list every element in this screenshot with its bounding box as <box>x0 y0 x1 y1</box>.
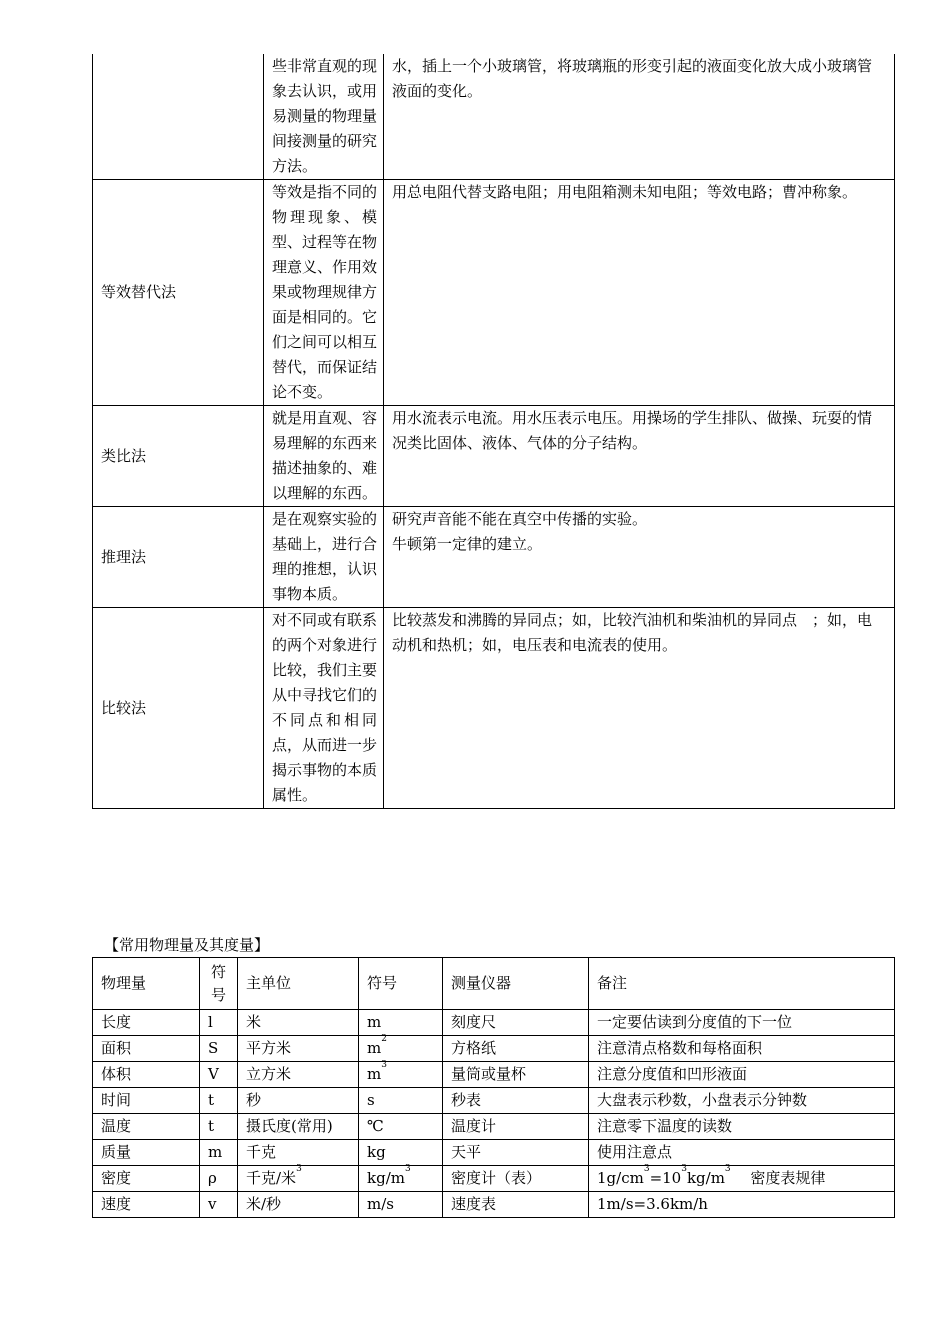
table-row <box>93 1192 895 1218</box>
method-name: 类比法 <box>93 406 264 507</box>
method-row <box>93 54 895 180</box>
quantity-name: 面积 <box>93 1036 200 1062</box>
quantity-name: 温度 <box>93 1114 200 1140</box>
table-row <box>93 1062 895 1088</box>
unit-name: 摄氏度(常用) <box>238 1114 359 1140</box>
method-definition: 等效是指不同的物理现象、模型、过程等在物理意义、作用效果或物理规律方面是相同的。它们之间可以相互替代，而保证结论不变。 <box>264 180 384 406</box>
quantity-symbol: m <box>200 1140 238 1166</box>
instrument: 刻度尺 <box>443 1010 589 1036</box>
example-line: 水，插上一个小玻璃管，将玻璃瓶的形变引起的液面变化放大成小玻璃管液面的变化。 <box>392 57 873 100</box>
instrument: 秒表 <box>443 1088 589 1114</box>
table-row <box>93 1010 895 1036</box>
instrument: 天平 <box>443 1140 589 1166</box>
unit-name: 立方米 <box>238 1062 359 1088</box>
instrument: 量筒或量杯 <box>443 1062 589 1088</box>
example-line: 研究声音能不能在真空中传播的实验。 <box>392 510 648 528</box>
method-name: 等效替代法 <box>93 180 264 406</box>
method-name: 推理法 <box>93 507 264 608</box>
method-definition: 对不同或有联系的两个对象进行比较，我们主要从中寻找它们的不同点和相同点，从而进一步揭示事物的本质属性。 <box>264 608 384 809</box>
unit-symbol: ℃ <box>359 1114 443 1140</box>
quantities-table <box>92 957 895 1218</box>
method-examples <box>384 406 895 507</box>
quantity-name: 时间 <box>93 1088 200 1114</box>
note: 一定要估读到分度值的下一位 <box>589 1010 895 1036</box>
quantity-name: 密度 <box>93 1166 200 1192</box>
method-row <box>93 507 895 608</box>
unit-symbol: $kg/m^3$ <box>359 1166 443 1192</box>
instrument: 方格纸 <box>443 1036 589 1062</box>
method-row <box>93 180 895 406</box>
quantity-symbol: t <box>200 1088 238 1114</box>
method-row <box>93 608 895 809</box>
unit-name: 秒 <box>238 1088 359 1114</box>
note: $1g/cm^3=10^3kg/m^3$ 密度表规律 <box>589 1166 895 1192</box>
note: 大盘表示秒数，小盘表示分钟数 <box>589 1088 895 1114</box>
example-line: 牛顿第一定律的建立。 <box>392 535 543 553</box>
method-examples <box>384 54 895 180</box>
table-row <box>93 1166 895 1192</box>
section-title: 【常用物理量及其度量】 <box>104 936 270 954</box>
note: 使用注意点 <box>589 1140 895 1166</box>
unit-name: 千克/米$^3$ <box>238 1166 359 1192</box>
method-row <box>93 406 895 507</box>
method-name <box>93 54 264 180</box>
method-definition: 些非常直观的现象去认识，或用易测量的物理量间接测量的研究方法。 <box>264 54 384 180</box>
header-quantity: 物理量 <box>93 958 200 1010</box>
method-name: 比较法 <box>93 608 264 809</box>
unit-symbol: m/s <box>359 1192 443 1218</box>
note: 注意零下温度的读数 <box>589 1114 895 1140</box>
table-row <box>93 1088 895 1114</box>
method-examples <box>384 608 895 809</box>
note: 注意清点格数和每格面积 <box>589 1036 895 1062</box>
quantity-symbol: ρ <box>200 1166 238 1192</box>
quantity-name: 速度 <box>93 1192 200 1218</box>
quantity-name: 质量 <box>93 1140 200 1166</box>
unit-name: 米 <box>238 1010 359 1036</box>
quantity-symbol: V <box>200 1062 238 1088</box>
unit-symbol: $m^3$ <box>359 1062 443 1088</box>
quantity-name: 体积 <box>93 1062 200 1088</box>
unit-name: 米/秒 <box>238 1192 359 1218</box>
header-symbol-text: 符号 <box>210 962 226 1004</box>
note: 1m/s=3.6km/h <box>589 1192 895 1218</box>
quantity-name: 长度 <box>93 1010 200 1036</box>
method-definition: 是在观察实验的基础上，进行合理的推想，认识事物本质。 <box>264 507 384 608</box>
method-definition: 就是用直观、容易理解的东西来描述抽象的、难以理解的东西。 <box>264 406 384 507</box>
unit-symbol: $m^2$ <box>359 1036 443 1062</box>
example-line: 用总电阻代替支路电阻；用电阻箱测未知电阻；等效电路；曹冲称象。 <box>392 183 858 201</box>
unit-symbol: s <box>359 1088 443 1114</box>
unit-symbol: m <box>359 1010 443 1036</box>
quantity-symbol: t <box>200 1114 238 1140</box>
header-row <box>93 958 895 1010</box>
unit-name: 平方米 <box>238 1036 359 1062</box>
quantity-symbol: l <box>200 1010 238 1036</box>
method-examples <box>384 180 895 406</box>
header-note: 备注 <box>589 958 895 1010</box>
table-row <box>93 1114 895 1140</box>
header-unit-symbol: 符号 <box>359 958 443 1010</box>
example-line: 用水流表示电流。用水压表示电压。用操场的学生排队、做操、玩耍的情况类比固体、液体、气体的分子结构。 <box>392 409 873 452</box>
methods-table <box>92 54 895 809</box>
method-examples <box>384 507 895 608</box>
quantity-symbol: S <box>200 1036 238 1062</box>
unit-symbol: kg <box>359 1140 443 1166</box>
quantity-symbol: v <box>200 1192 238 1218</box>
unit-name: 千克 <box>238 1140 359 1166</box>
instrument: 密度计（表） <box>443 1166 589 1192</box>
instrument: 速度表 <box>443 1192 589 1218</box>
table-row <box>93 1036 895 1062</box>
note: 注意分度值和凹形液面 <box>589 1062 895 1088</box>
table-row <box>93 1140 895 1166</box>
example-line: 比较蒸发和沸腾的异同点；如，比较汽油机和柴油机的异同点 ；如，电动机和热机；如，电压表和电流表的使用。 <box>392 611 873 654</box>
instrument: 温度计 <box>443 1114 589 1140</box>
header-instrument: 测量仪器 <box>443 958 589 1010</box>
header-unit: 主单位 <box>238 958 359 1010</box>
header-symbol <box>200 958 238 1010</box>
